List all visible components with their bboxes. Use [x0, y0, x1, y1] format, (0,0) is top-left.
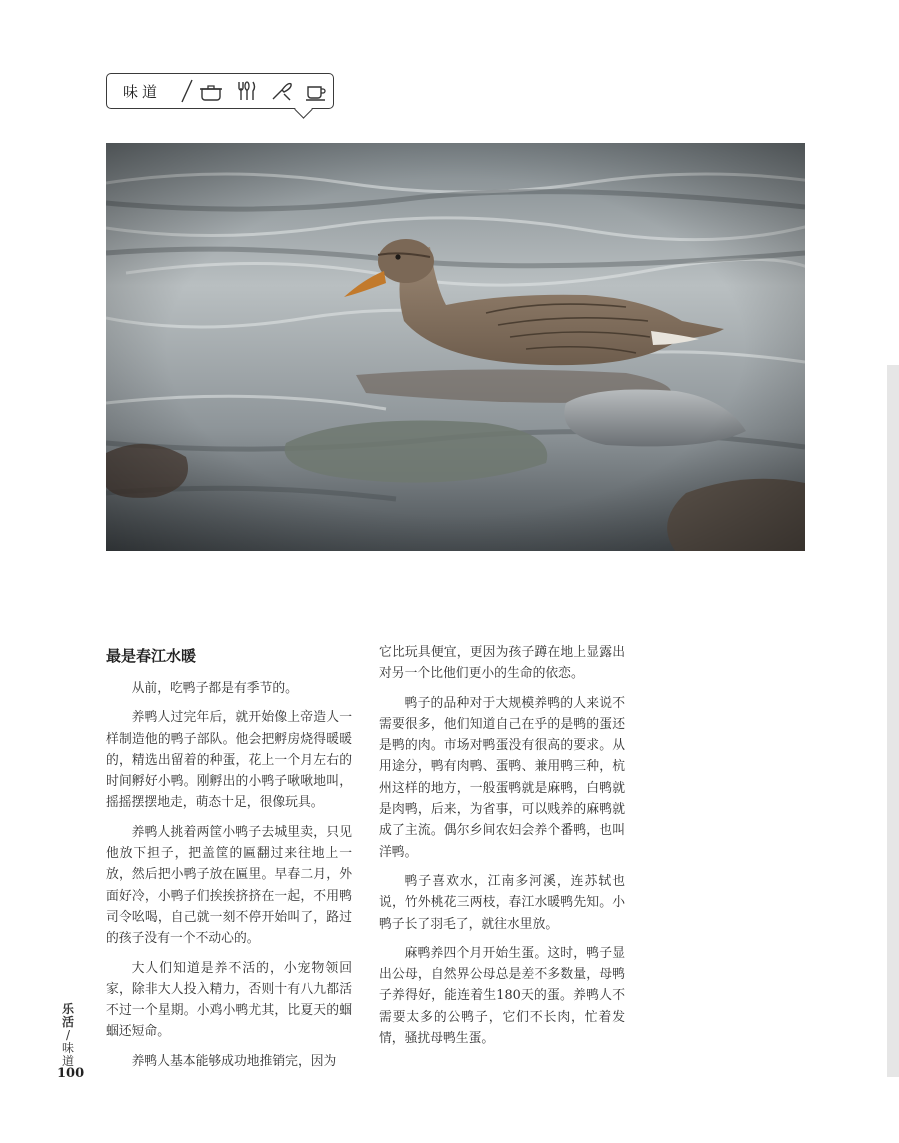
slash-divider-icon: [177, 78, 197, 104]
paragraph: 养鸭人过完年后，就开始像上帝造人一样制造他的鸭子部队。他会把孵房烧得暖暖的，精选出留着的种蛋，花上一个月左右的时间孵好小鸭。刚孵出的小鸭子啾啾地叫，摇摇摆摆地走，萌态十足，很像玩具。: [106, 710, 352, 811]
paragraph: 养鸭人挑着两筐小鸭子去城里卖，只见他放下担子，把盖筐的匾翻过来往地上一放，然后把小鸭子放在匾里。早春二月，外面好冷，小鸭子们挨挨挤挤在一起，不用鸭司令吆喝，自己就一刻不停开始叫了，路过的孩子没有一个不动心的。: [106, 824, 352, 947]
pot-icon: [199, 80, 223, 102]
folio-section: 味道: [61, 1041, 74, 1068]
paragraph: 鸭子的品种对于大规模养鸭的人来说不需要很多，他们知道自己在乎的是鸭的蛋还是鸭的肉。市场对鸭蛋没有很高的要求。从用途分，鸭有肉鸭、蛋鸭、兼用鸭三种，杭州这样的地方，一般蛋鸭就是麻鸭，白鸭就是肉鸭，后来，为省事，可以贱养的麻鸭就成了主流。偶尔乡间农妇会养个番鸭，也叫洋鸭。: [379, 695, 625, 860]
coffee-cup-icon: [304, 80, 328, 102]
paragraph: 养鸭人基本能够成功地推销完，因为: [131, 1053, 337, 1069]
section-tab: [106, 73, 334, 109]
paragraph: 麻鸭养四个月开始生蛋。这时，鸭子显出公母，自然界公母总是差不多数量，母鸭子养得好，能连着生180天的蛋。养鸭人不需要太多的公鸭子，它们不长肉，忙着发情，骚扰母鸭生蛋。: [379, 945, 625, 1047]
article-column-left: [106, 644, 352, 1080]
duck-photo: [106, 143, 805, 551]
utensils-icon: [235, 80, 259, 102]
paragraph: 从前，吃鸭子都是有季节的。: [131, 681, 298, 696]
page-number: 100: [57, 1066, 85, 1081]
page-edge-rule: [887, 365, 899, 1077]
article-column-right: [379, 642, 625, 1057]
whisk-icon: [270, 80, 294, 102]
tab-pointer: [294, 100, 312, 118]
article-heading: 最是春江水暖: [106, 647, 197, 665]
folio-separator: /: [65, 1028, 71, 1042]
paragraph: 鸭子喜欢水，江南多河溪，连苏轼也说，竹外桃花三两枝，春江水暖鸭先知。小鸭子长了羽毛了，就往水里放。: [379, 873, 625, 932]
paragraph: 大人们知道是养不活的，小宠物领回家，除非大人投入精力，否则十有八九都活不过一个星期。小鸡小鸭尤其，比夏天的蝈蝈还短命。: [106, 960, 352, 1040]
section-label: 味道: [123, 83, 162, 101]
magazine-name: 乐活: [61, 1002, 74, 1029]
paragraph: 它比玩具便宜，更因为孩子蹲在地上显露出对另一个比他们更小的生命的依恋。: [379, 645, 625, 682]
running-footer: [58, 1003, 78, 1068]
